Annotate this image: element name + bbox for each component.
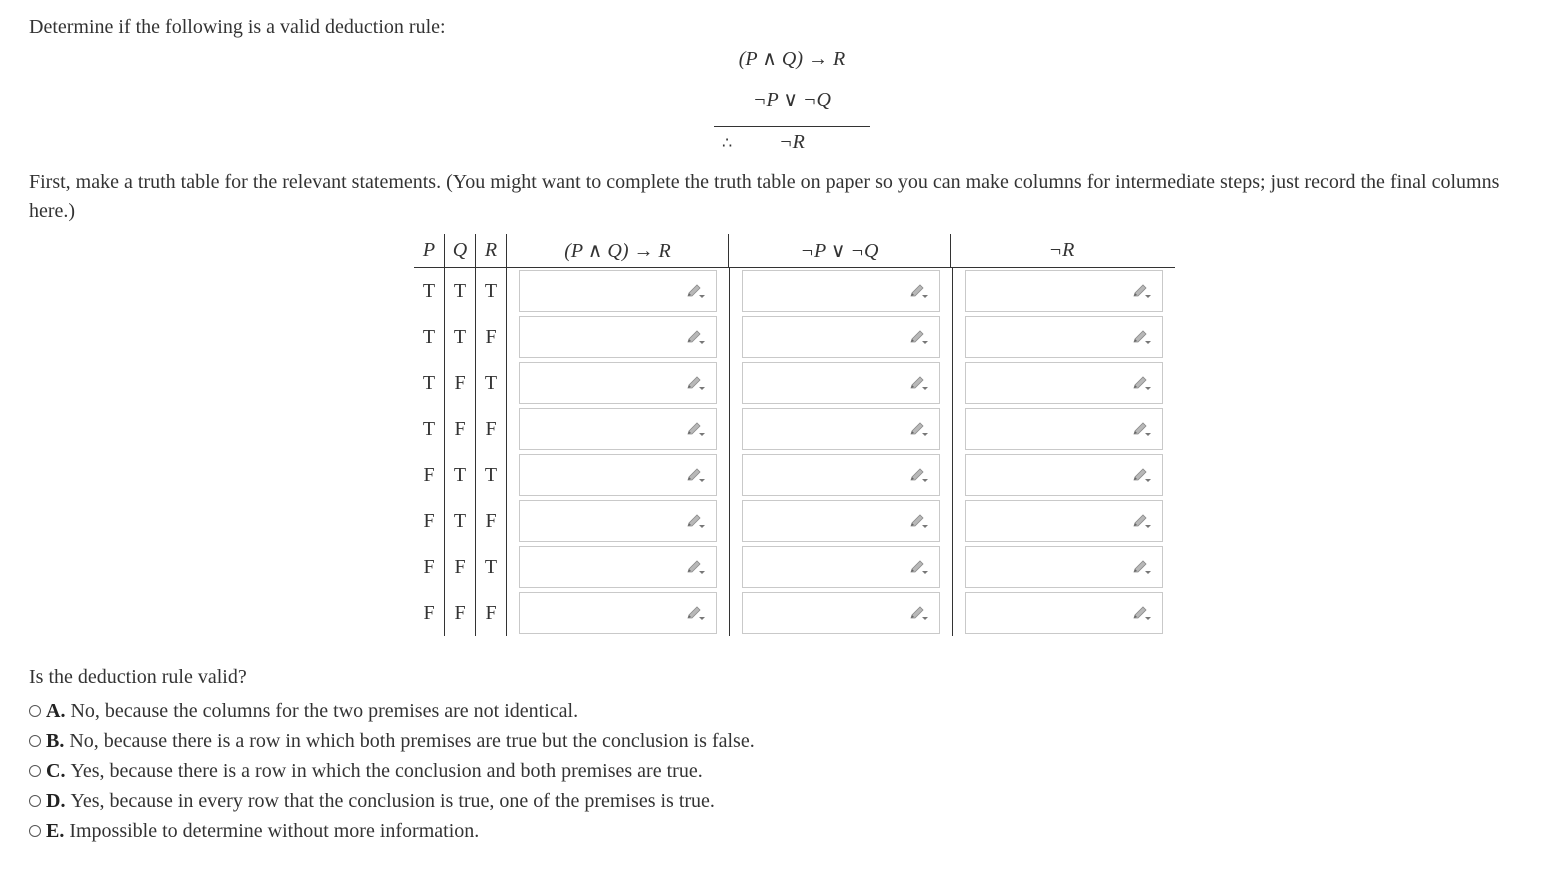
- option-e[interactable]: [29, 816, 755, 846]
- table-row: [414, 498, 1175, 544]
- cell-premise-1: [506, 268, 729, 314]
- cell-r: T: [475, 544, 506, 590]
- answer-input-premise-1[interactable]: [519, 546, 717, 588]
- cell-premise-1: [506, 498, 729, 544]
- option-a[interactable]: [29, 696, 755, 726]
- answer-input-conclusion[interactable]: [965, 408, 1163, 450]
- answer-input-conclusion[interactable]: [965, 316, 1163, 358]
- truth-table: [414, 234, 1175, 636]
- answer-input-premise-2[interactable]: [742, 362, 940, 404]
- pencil-dropdown-icon[interactable]: [1132, 514, 1152, 530]
- pencil-dropdown-icon[interactable]: [686, 376, 706, 392]
- option-b[interactable]: [29, 726, 755, 756]
- pencil-dropdown-icon[interactable]: [686, 606, 706, 622]
- cell-premise-2: [729, 498, 952, 544]
- option-letter: D.: [46, 790, 66, 812]
- cell-premise-2: [729, 544, 952, 590]
- cell-q: F: [444, 406, 475, 452]
- answer-input-conclusion[interactable]: [965, 500, 1163, 542]
- header-conclusion: ¬R: [950, 234, 1172, 267]
- pencil-dropdown-icon[interactable]: [686, 422, 706, 438]
- answer-input-premise-1[interactable]: [519, 362, 717, 404]
- answer-input-premise-1[interactable]: [519, 500, 717, 542]
- cell-p: T: [422, 325, 436, 348]
- header-q: Q: [444, 234, 475, 267]
- cell-p: T: [422, 279, 436, 302]
- cell-conclusion: [952, 544, 1175, 590]
- table-row: [414, 360, 1175, 406]
- cell-premise-1: [506, 544, 729, 590]
- option-letter: E.: [46, 820, 65, 842]
- answer-input-conclusion[interactable]: [965, 362, 1163, 404]
- answer-input-conclusion[interactable]: [965, 454, 1163, 496]
- answer-options: [29, 696, 755, 846]
- truth-table-header: [414, 234, 1175, 268]
- pencil-dropdown-icon[interactable]: [909, 422, 929, 438]
- cell-r: T: [475, 360, 506, 406]
- cell-premise-2: [729, 590, 952, 636]
- conclusion: ¬R: [779, 131, 805, 153]
- cell-r: F: [475, 590, 506, 636]
- truth-table-body: [414, 268, 1175, 636]
- table-row: [414, 314, 1175, 360]
- cell-premise-2: [729, 452, 952, 498]
- pencil-dropdown-icon[interactable]: [1132, 606, 1152, 622]
- therefore-symbol: ∴: [722, 135, 733, 152]
- cell-q: F: [444, 544, 475, 590]
- pencil-dropdown-icon[interactable]: [909, 468, 929, 484]
- header-p: P: [422, 239, 436, 261]
- answer-input-premise-2[interactable]: [742, 270, 940, 312]
- cell-r: F: [475, 498, 506, 544]
- pencil-dropdown-icon[interactable]: [909, 560, 929, 576]
- cell-conclusion: [952, 498, 1175, 544]
- pencil-dropdown-icon[interactable]: [686, 284, 706, 300]
- header-r: R: [475, 234, 506, 267]
- cell-q: T: [444, 452, 475, 498]
- validity-question: Is the deduction rule valid?: [29, 666, 247, 688]
- cell-r: F: [475, 406, 506, 452]
- answer-input-premise-2[interactable]: [742, 316, 940, 358]
- cell-conclusion: [952, 452, 1175, 498]
- pencil-dropdown-icon[interactable]: [909, 514, 929, 530]
- cell-q: T: [444, 498, 475, 544]
- cell-q: T: [444, 268, 475, 314]
- header-premise-2: ¬P ∨ ¬Q: [728, 234, 950, 267]
- answer-input-premise-2[interactable]: [742, 592, 940, 634]
- radio-button[interactable]: [29, 705, 41, 717]
- pencil-dropdown-icon[interactable]: [909, 284, 929, 300]
- answer-input-premise-1[interactable]: [519, 408, 717, 450]
- answer-input-premise-1[interactable]: [519, 316, 717, 358]
- pencil-dropdown-icon[interactable]: [909, 376, 929, 392]
- cell-premise-2: [729, 314, 952, 360]
- radio-button[interactable]: [29, 765, 41, 777]
- cell-premise-1: [506, 590, 729, 636]
- cell-q: F: [444, 360, 475, 406]
- option-letter: C.: [46, 760, 66, 782]
- answer-input-conclusion[interactable]: [965, 546, 1163, 588]
- cell-q: F: [444, 590, 475, 636]
- radio-button[interactable]: [29, 795, 41, 807]
- premise-2: ¬P ∨ ¬Q: [753, 89, 831, 111]
- pencil-dropdown-icon[interactable]: [1132, 376, 1152, 392]
- option-d[interactable]: [29, 786, 755, 816]
- cell-premise-1: [506, 360, 729, 406]
- pencil-dropdown-icon[interactable]: [1132, 284, 1152, 300]
- option-text: Impossible to determine without more information.: [69, 820, 480, 842]
- cell-premise-2: [729, 360, 952, 406]
- cell-p: F: [423, 555, 435, 578]
- cell-r: F: [475, 314, 506, 360]
- cell-conclusion: [952, 590, 1175, 636]
- radio-button[interactable]: [29, 825, 41, 837]
- cell-p: F: [423, 463, 435, 486]
- table-row: [414, 406, 1175, 452]
- pencil-dropdown-icon[interactable]: [686, 560, 706, 576]
- cell-p: T: [422, 371, 436, 394]
- instructions: First, make a truth table for the relevant statements. (You might want to complete the truth table on paper so you can make columns for intermediate steps; just record the final columns here.): [29, 171, 1500, 222]
- pencil-dropdown-icon[interactable]: [686, 514, 706, 530]
- cell-premise-2: [729, 268, 952, 314]
- answer-input-premise-1[interactable]: [519, 454, 717, 496]
- table-row: [414, 268, 1175, 314]
- cell-conclusion: [952, 360, 1175, 406]
- table-row: [414, 544, 1175, 590]
- problem-intro: Determine if the following is a valid deduction rule:: [29, 16, 446, 38]
- header-premise-1: (P ∧ Q) → R: [506, 234, 728, 267]
- option-text: No, because the columns for the two premises are not identical.: [70, 700, 579, 722]
- answer-input-premise-2[interactable]: [742, 546, 940, 588]
- pencil-dropdown-icon[interactable]: [909, 606, 929, 622]
- cell-p: T: [422, 417, 436, 440]
- answer-input-conclusion[interactable]: [965, 592, 1163, 634]
- cell-premise-1: [506, 314, 729, 360]
- option-text: Yes, because there is a row in which the conclusion and both premises are true.: [70, 760, 703, 782]
- table-row: [414, 590, 1175, 636]
- cell-r: T: [475, 268, 506, 314]
- cell-p: F: [423, 509, 435, 532]
- table-row: [414, 452, 1175, 498]
- pencil-dropdown-icon[interactable]: [1132, 468, 1152, 484]
- pencil-dropdown-icon[interactable]: [686, 468, 706, 484]
- answer-input-premise-1[interactable]: [519, 592, 717, 634]
- pencil-dropdown-icon[interactable]: [1132, 330, 1152, 346]
- option-text: No, because there is a row in which both premises are true but the conclusion is false.: [69, 730, 755, 752]
- cell-premise-2: [729, 406, 952, 452]
- answer-input-premise-2[interactable]: [742, 500, 940, 542]
- deduction-rule: [714, 44, 870, 157]
- option-letter: B.: [46, 730, 65, 752]
- cell-conclusion: [952, 314, 1175, 360]
- cell-r: T: [475, 452, 506, 498]
- cell-conclusion: [952, 268, 1175, 314]
- answer-input-premise-2[interactable]: [742, 454, 940, 496]
- answer-input-premise-1[interactable]: [519, 270, 717, 312]
- cell-conclusion: [952, 406, 1175, 452]
- answer-input-conclusion[interactable]: [965, 270, 1163, 312]
- cell-p: F: [423, 601, 435, 624]
- answer-input-premise-2[interactable]: [742, 408, 940, 450]
- option-c[interactable]: [29, 756, 755, 786]
- radio-button[interactable]: [29, 735, 41, 747]
- cell-premise-1: [506, 406, 729, 452]
- pencil-dropdown-icon[interactable]: [1132, 560, 1152, 576]
- premise-1: (P ∧ Q) → R: [738, 48, 846, 70]
- pencil-dropdown-icon[interactable]: [909, 330, 929, 346]
- option-text: Yes, because in every row that the conclusion is true, one of the premises is true.: [70, 790, 715, 812]
- option-letter: A.: [46, 700, 66, 722]
- cell-q: T: [444, 314, 475, 360]
- pencil-dropdown-icon[interactable]: [1132, 422, 1152, 438]
- cell-premise-1: [506, 452, 729, 498]
- pencil-dropdown-icon[interactable]: [686, 330, 706, 346]
